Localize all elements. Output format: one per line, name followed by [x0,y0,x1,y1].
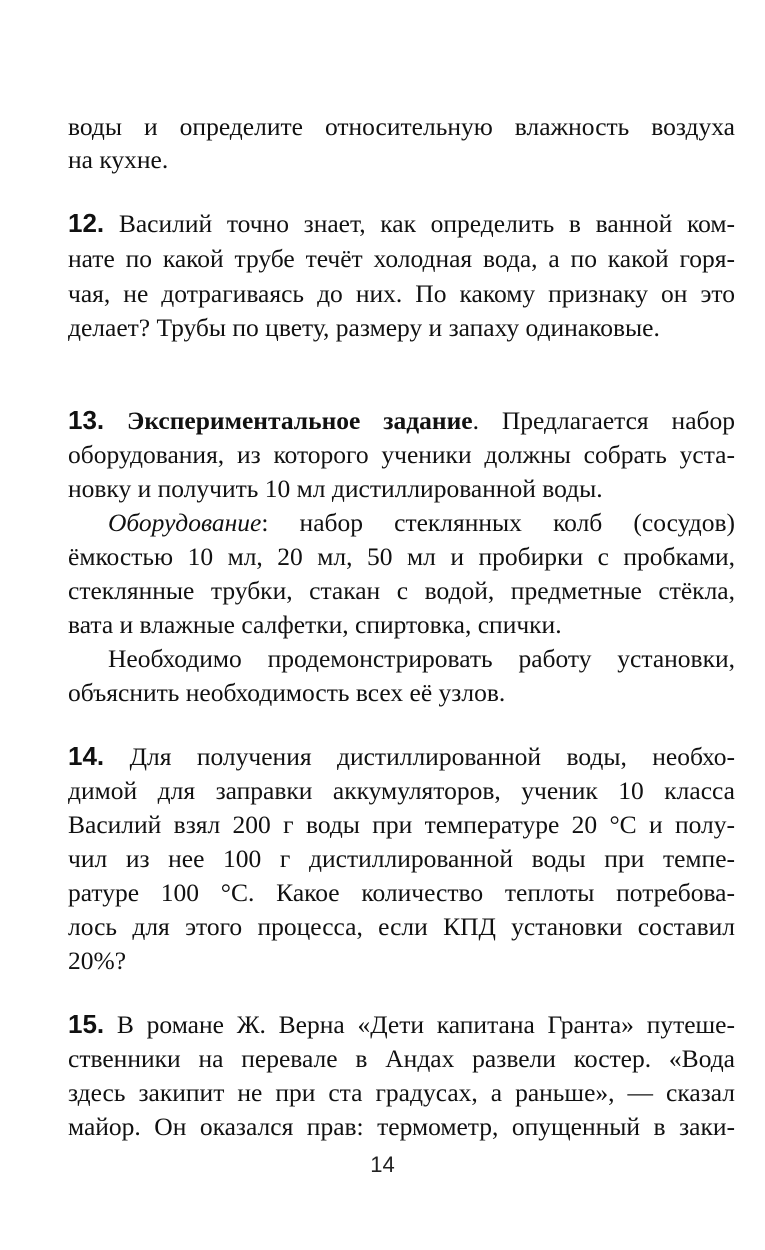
problem-number: 15. [68,1009,105,1039]
problem-number: 14. [68,741,105,771]
page-number: 14 [370,1152,395,1177]
problem-number: 13. [68,405,105,435]
text-line: чая, не дотрагиваясь до них. По какому признаку он это [68,279,735,308]
problem-number: 12. [68,208,105,238]
text-line: 20%? [68,946,127,975]
problem-13-first-line [68,405,735,436]
text-line: димой для заправки аккумуляторов, ученик 10 класса [68,776,735,805]
text-line: новку и получить 10 мл дистиллированной воды. [68,474,603,503]
text-line: стеклянные трубки, стакан с водой, предметные стёкла, [68,576,735,605]
text-line: на кухне. [68,145,169,174]
problem-title: Экспериментальное задание [104,406,473,435]
text-fragment: : набор стеклянных колб (сосудов) [261,508,735,537]
text-line: лось для этого процесса, если КПД установки составил [68,912,735,941]
text-line: оборудования, из которого ученики должны собрать уста- [68,440,735,469]
problem-15-first-line [68,1009,735,1040]
text-line: майор. Он оказался прав: термометр, опущенный в заки- [68,1112,735,1141]
text-fragment: Для получения дистиллированной воды, необхо- [104,742,735,771]
text-line: ёмкостью 10 мл, 20 мл, 50 мл и пробирки с пробками, [68,542,735,571]
text-line: здесь закипит не при ста градусах, а раньше», — сказал [68,1078,735,1107]
text-line: чил из нее 100 г дистиллированной воды при темпе- [68,844,735,873]
problem-14-first-line [68,741,735,772]
text-line: воды и определите относительную влажность воздуха [68,112,735,141]
text-fragment: В романе Ж. Верна «Дети капитана Гранта» путеше- [104,1010,735,1039]
text-line: вата и влажные салфетки, спиртовка, спички. [68,610,562,639]
problem-12-first-line [68,208,735,239]
text-line: Необходимо продемонстрировать работу установки, [108,644,735,673]
equipment-line [108,508,735,538]
text-line: Василий взял 200 г воды при температуре 20 °С и полу- [68,810,735,839]
text-fragment: . Предлагается набор [472,406,735,435]
text-line: объяснить необходимость всех её узлов. [68,678,506,707]
text-line: делает? Трубы по цвету, размеру и запаху одинаковые. [68,313,660,342]
text-line: нате по какой трубе течёт холодная вода, а по какой горя- [68,244,735,273]
equipment-label: Оборудование [108,508,262,537]
text-fragment: Василий точно знает, как определить в ванной ком- [104,209,735,238]
text-line: ратуре 100 °С. Какое количество теплоты потребова- [68,878,735,907]
text-line: ственники на перевале в Андах развели костер. «Вода [68,1044,735,1073]
